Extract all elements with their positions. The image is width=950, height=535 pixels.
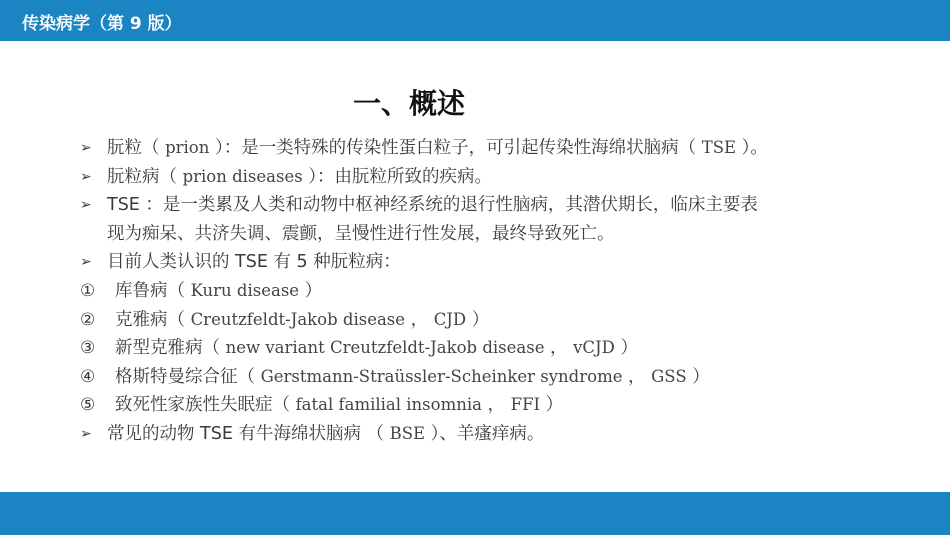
arrow-bullet-icon: ➢ bbox=[80, 197, 92, 214]
text-segment: ） bbox=[686, 366, 710, 387]
list-item bbox=[80, 391, 900, 420]
text-segment: 致死性家族性失眠症（ bbox=[115, 395, 296, 416]
number-marker: ② bbox=[80, 309, 96, 330]
latin-term: Gerstmann-Straüssler-Scheinker syndrome bbox=[260, 366, 623, 386]
text-segment: ， bbox=[544, 338, 574, 359]
latin-term: Kuru disease bbox=[190, 280, 300, 300]
list-item bbox=[80, 420, 900, 449]
list-item bbox=[80, 306, 900, 335]
text-segment: 格斯特曼综合征（ bbox=[115, 366, 261, 387]
list-item-text bbox=[115, 334, 638, 363]
text-segment: ） bbox=[466, 309, 490, 330]
text-segment: 朊粒（ bbox=[107, 138, 166, 158]
text-segment: ， bbox=[405, 309, 434, 330]
text-segment: 新型克雅病（ bbox=[115, 338, 226, 359]
list-item-text bbox=[115, 306, 489, 335]
latin-term: BSE bbox=[389, 423, 426, 443]
text-segment: 现为痴呆、共济失调、震颤，呈慢性进行性发展，最终导致死亡。 bbox=[107, 223, 615, 244]
text-segment: 库鲁病（ bbox=[115, 280, 191, 301]
latin-term: new variant Creutzfeldt-Jakob disease bbox=[225, 338, 545, 358]
list-item-text bbox=[115, 391, 563, 420]
text-segment: ） bbox=[614, 338, 638, 359]
book-title: 传染病学（第 9 版） bbox=[22, 14, 182, 34]
latin-term: prion bbox=[165, 138, 210, 157]
list-item bbox=[80, 220, 900, 249]
list-item bbox=[80, 248, 900, 277]
footer-bar bbox=[0, 492, 950, 535]
latin-term: fatal familial insomnia bbox=[295, 395, 482, 415]
arrow-bullet-icon: ➢ bbox=[80, 425, 92, 442]
list-item bbox=[80, 134, 900, 163]
list-item-text bbox=[107, 420, 544, 449]
list-item bbox=[80, 163, 900, 192]
text-segment: ） bbox=[540, 395, 564, 416]
text-segment: ） bbox=[299, 280, 323, 301]
list-item bbox=[80, 277, 900, 306]
text-segment: 朊粒病（ bbox=[107, 166, 183, 187]
list-item-text bbox=[107, 191, 758, 220]
arrow-bullet-icon: ➢ bbox=[80, 140, 92, 156]
list-item-text bbox=[107, 220, 615, 249]
text-segment: 常见的动物 TSE 有牛海绵状脑病 （ bbox=[107, 423, 390, 444]
text-segment: ）、羊瘙痒病。 bbox=[425, 423, 545, 444]
list-item-text bbox=[115, 363, 710, 392]
list-item-text bbox=[107, 163, 492, 192]
text-segment: ）。 bbox=[736, 138, 768, 158]
list-item bbox=[80, 334, 900, 363]
latin-term: prion diseases bbox=[182, 166, 303, 186]
text-segment: ， bbox=[622, 366, 652, 387]
latin-term: FFI bbox=[510, 395, 541, 415]
latin-term: GSS bbox=[651, 366, 687, 386]
content-list bbox=[80, 134, 900, 449]
text-segment: ）：由朊粒所致的疾病。 bbox=[302, 166, 493, 187]
arrow-bullet-icon: ➢ bbox=[80, 254, 92, 271]
list-item-text bbox=[107, 134, 768, 163]
text-segment: ）：是一类特殊的传染性蛋白粒子，可引起传染性海绵状脑病（ bbox=[209, 138, 702, 158]
text-segment: 克雅病（ bbox=[115, 309, 191, 330]
latin-term: Creutzfeldt-Jakob disease bbox=[190, 309, 406, 329]
list-item bbox=[80, 363, 900, 392]
list-item-text bbox=[107, 248, 401, 277]
list-item-text bbox=[115, 277, 322, 306]
number-marker: ③ bbox=[80, 338, 96, 359]
text-segment: 目前人类认识的 TSE 有 5 种朊粒病： bbox=[107, 252, 401, 273]
number-marker: ① bbox=[80, 280, 96, 301]
latin-term: CJD bbox=[433, 309, 467, 329]
latin-term: vCJD bbox=[573, 338, 615, 358]
arrow-bullet-icon: ➢ bbox=[80, 168, 92, 185]
latin-term: TSE bbox=[701, 138, 737, 157]
header-bar bbox=[0, 0, 950, 41]
slide-title: 一、概述 bbox=[352, 87, 465, 120]
number-marker: ⑤ bbox=[80, 395, 96, 416]
text-segment: ， bbox=[481, 395, 511, 416]
text-segment: TSE ：是一类累及人类和动物中枢神经系统的退行性脑病，其潜伏期长，临床主要表 bbox=[107, 195, 758, 216]
number-marker: ④ bbox=[80, 366, 96, 387]
list-item bbox=[80, 191, 900, 220]
